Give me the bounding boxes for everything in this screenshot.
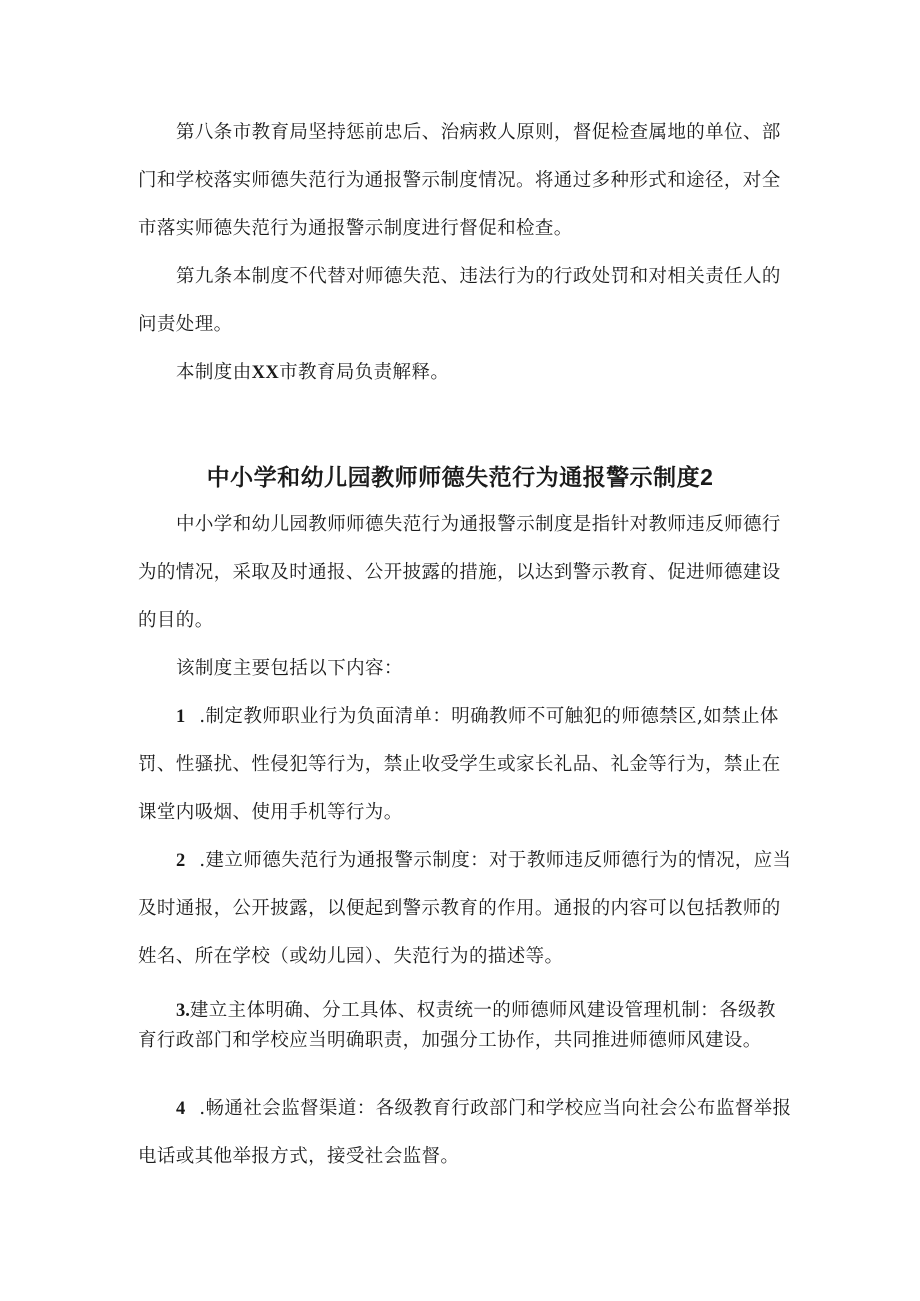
interpretation-prefix: 本制度由	[176, 362, 252, 383]
list-item-text: .制定教师职业行为负面清单：明确教师不可触犯的师德禁区,如禁止体罚、性骚扰、性侵犯等行为，禁止收受学生或家长礼品、礼金等行为，禁止在课堂内吸烟、使用手机等行为。	[138, 706, 781, 823]
article-8-text: 第八条市教育局坚持惩前忠后、治病救人原则，督促检查属地的单位、部门和学校落实师德失范行为通报警示制度情况。将通过多种形式和途径，对全市落实师德失范行为通报警示制度进行督促和检查。	[138, 122, 781, 239]
section-title	[0, 459, 920, 492]
list-item	[138, 693, 793, 837]
list-item	[138, 996, 793, 1056]
list-item-text: .畅通社会监督渠道：各级教育行政部门和学校应当向社会公布监督举报电话或其他举报方式，接受社会监督。	[138, 1098, 792, 1167]
section-title-text: 中小学和幼儿园教师师德失范行为通报警示制度	[206, 464, 701, 491]
interpretation-paragraph	[138, 349, 793, 397]
city-placeholder: XX	[251, 363, 280, 383]
section-title-number: 2	[700, 464, 714, 490]
list-item	[138, 1085, 793, 1181]
article-8-paragraph	[138, 109, 793, 253]
lead-paragraph	[138, 645, 793, 693]
list-item-number: 3.	[176, 1001, 190, 1021]
lead-text: 该制度主要包括以下内容：	[176, 658, 403, 679]
list-item-text: .建立师德失范行为通报警示制度：对于教师违反师德行为的情况，应当及时通报，公开披露，以便起到警示教育的作用。通报的内容可以包括教师的姓名、所在学校（或幼儿园）、失范行为的描述等。	[138, 850, 792, 967]
article-9-text: 第九条本制度不代替对师德失范、违法行为的行政处罚和对相关责任人的问责处理。	[138, 266, 781, 335]
list-item-text: 建立主体明确、分工具体、权责统一的师德师风建设管理机制：各级教育行政部门和学校应当明确职责，加强分工协作，共同推进师德师风建设。	[138, 1000, 776, 1051]
list-item-number: 2	[176, 851, 186, 871]
intro-paragraph	[138, 501, 793, 645]
intro-text: 中小学和幼儿园教师师德失范行为通报警示制度是指针对教师违反师德行为的情况，采取及时通报、公开披露的措施，以达到警示教育、促进师德建设的目的。	[138, 514, 781, 631]
list-item-number: 4	[176, 1099, 186, 1119]
article-9-paragraph	[138, 253, 793, 349]
list-item-number: 1	[176, 707, 186, 727]
interpretation-suffix: 市教育局负责解释。	[279, 362, 450, 383]
list-item	[138, 837, 793, 981]
